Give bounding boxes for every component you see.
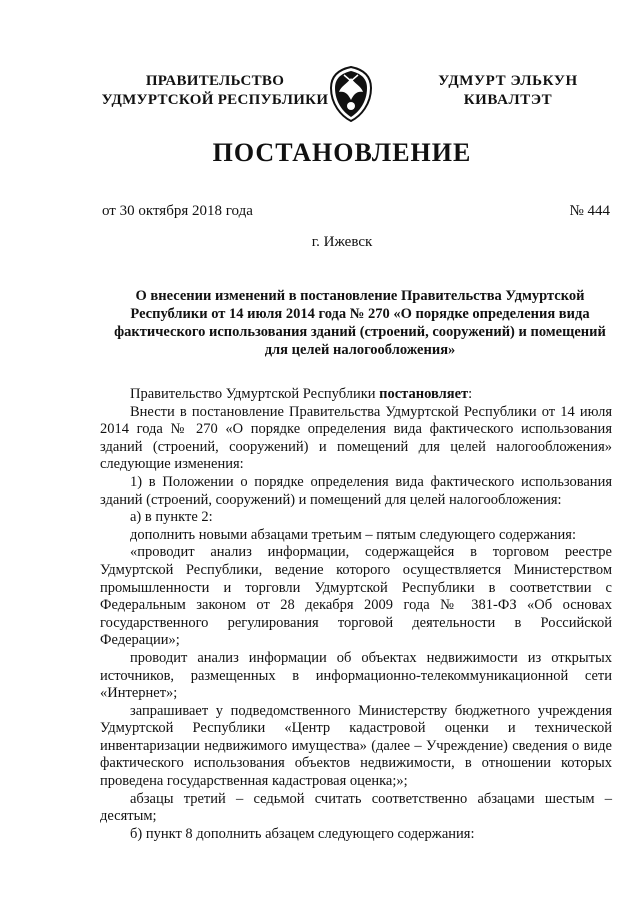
paragraph-amend: Внести в постановление Правительства Удмуртской Республики от 14 июля 2014 года № 270 «О порядке определения вида фактического использования зданий (строений, сооружений) и помещений для целей налогообложения» следующие изменения: (100, 403, 612, 473)
document-title: ПОСТАНОВЛЕНИЕ (212, 138, 472, 167)
document-city: г. Ижевск (311, 234, 373, 250)
paragraph-resolves (100, 386, 612, 404)
paragraph-renumber: абзацы третий – седьмой считать соответственно абзацами шестым – десятым; (100, 790, 612, 825)
document-date: от 30 октября 2018 года (102, 203, 253, 219)
paragraph-item-1: 1) в Положении о порядке определения вида фактического использования зданий (строений, сооружений) и помещений для целей налогообложения: (100, 473, 612, 508)
government-name-russian-line2: УДМУРТСКОЙ РЕСПУБЛИКИ (101, 92, 329, 108)
government-name-udmurt (418, 72, 598, 110)
paragraph-resolves-bold: постановляет (379, 386, 469, 402)
paragraph-resolves-text: Правительство Удмуртской Республики (130, 386, 380, 402)
paragraph-clause-internet: проводит анализ информации об объектах недвижимости из открытых источников, размещенных в информационно-телекоммуникационной сети «Интернет»; (100, 649, 612, 702)
paragraph-item-b: б) пункт 8 дополнить абзацем следующего содержания: (130, 825, 475, 842)
government-name-udmurt-line2: КИВАЛТЭТ (463, 92, 553, 108)
document-body (100, 386, 612, 843)
coat-of-arms-icon (327, 66, 375, 122)
document-number: № 444 (569, 203, 610, 219)
letterhead (0, 66, 640, 126)
government-name-russian (90, 72, 340, 110)
paragraph-clause-registry: «проводит анализ информации, содержащейся в торговом реестре Удмуртской Республики, ведение которого осуществляется Министерством промышленности и торговли Удмуртской Республики в соответствии с Федеральным законом от 28 декабря 2009 года № 381-ФЗ «Об основах государственного регулирования торговой деятельности в Российской Федерации»; (100, 544, 612, 649)
paragraph-clause-request: запрашивает у подведомственного Министерству бюджетного учреждения Удмуртской Республики «Центр кадастровой оценки и технической инвентаризации недвижимого имущества» (далее – Учреждение) сведения о виде фактического использования объектов недвижимости, в отношении которых проведена государственная кадастровая оценка;»; (100, 702, 612, 790)
document-subject: О внесении изменений в постановление Правительства Удмуртской Республики от 14 июля 2014 года № 270 «О порядке определения вида фактического использования зданий (строений, сооружений) и помещений для целей налогообложения» (114, 288, 606, 358)
paragraph-resolves-end: : (468, 386, 473, 402)
government-name-udmurt-line1: УДМУРТ ЭЛЬКУН (438, 73, 578, 89)
paragraph-add-clauses: дополнить новыми абзацами третьим – пятым следующего содержания: (130, 526, 577, 543)
government-name-russian-line1: ПРАВИТЕЛЬСТВО (145, 73, 285, 89)
paragraph-item-a: а) в пункте 2: (130, 509, 213, 526)
